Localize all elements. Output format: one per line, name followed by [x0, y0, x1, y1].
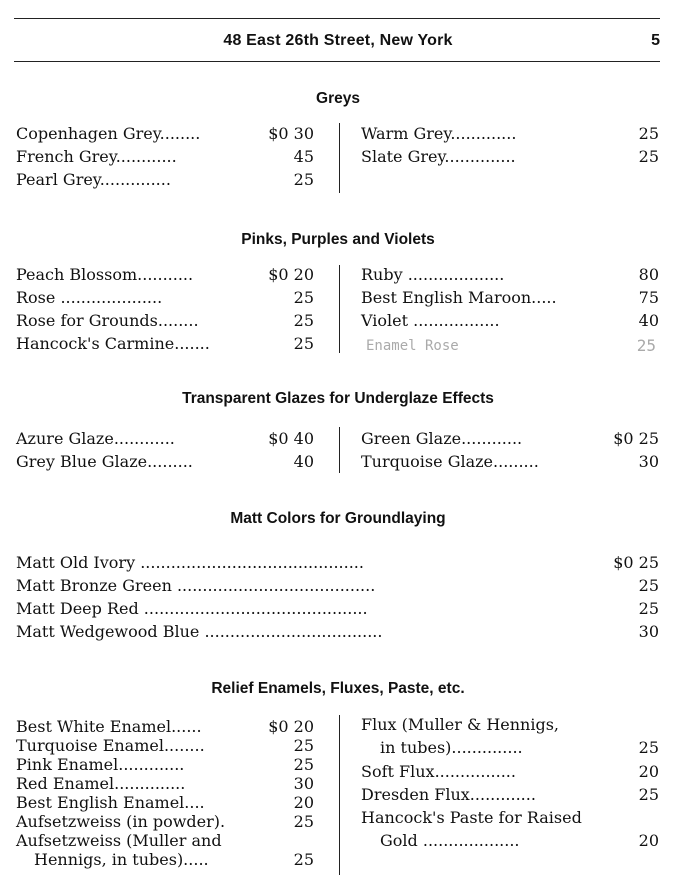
item-price: 30 — [293, 774, 314, 793]
item-name: Best White Enamel...... — [16, 717, 202, 736]
section-title-relief: Relief Enamels, Fluxes, Paste, etc. — [211, 680, 465, 697]
price-row — [361, 429, 659, 449]
item-name: Soft Flux................ — [361, 762, 516, 781]
item-price: $0 40 — [268, 429, 314, 448]
price-row — [380, 831, 659, 851]
column-divider — [339, 715, 340, 875]
item-price: 25 — [293, 311, 314, 330]
price-row — [366, 336, 656, 356]
item-name: Red Enamel.............. — [16, 774, 186, 793]
price-row — [16, 553, 659, 573]
price-row — [361, 265, 659, 285]
item-name: Slate Grey.............. — [361, 147, 516, 166]
price-row — [16, 265, 314, 285]
item-name: Aufsetzweiss (in powder). — [16, 812, 226, 831]
item-price: 25 — [293, 755, 314, 774]
section-title-glazes: Transparent Glazes for Underglaze Effects — [182, 390, 494, 407]
section-title-pinks: Pinks, Purples and Violets — [241, 231, 435, 248]
price-row — [16, 831, 314, 850]
item-price: 25 — [293, 736, 314, 755]
price-row — [16, 812, 314, 831]
item-name: Matt Deep Red ............................................ — [16, 599, 368, 618]
item-name: Hancock's Paste for Raised — [361, 808, 582, 827]
item-name: Turquoise Glaze......... — [361, 452, 539, 471]
item-price: 25 — [293, 288, 314, 307]
price-row — [380, 738, 659, 758]
item-name: Matt Old Ivory ............................................ — [16, 553, 364, 572]
price-row — [361, 311, 659, 331]
item-name: Rose for Grounds........ — [16, 311, 199, 330]
item-price: $0 20 — [268, 717, 314, 736]
item-price: 30 — [638, 622, 659, 641]
price-row — [16, 452, 314, 472]
item-price: 25 — [293, 850, 314, 869]
item-name: Matt Bronze Green ....................................... — [16, 576, 376, 595]
price-row — [16, 755, 314, 774]
price-row — [16, 736, 314, 755]
item-name: Grey Blue Glaze......... — [16, 452, 193, 471]
price-row — [361, 147, 659, 167]
item-price: 25 — [293, 812, 314, 831]
column-divider — [339, 427, 340, 473]
price-row — [361, 452, 659, 472]
price-row — [16, 147, 314, 167]
section-title-matt: Matt Colors for Groundlaying — [230, 510, 446, 527]
item-price: 20 — [293, 793, 314, 812]
column-divider — [339, 123, 340, 193]
price-row — [34, 850, 314, 869]
item-name: Best English Maroon..... — [361, 288, 557, 307]
item-name: Gold ................... — [380, 831, 520, 850]
item-name: in tubes).............. — [380, 738, 523, 757]
price-row — [16, 429, 314, 449]
item-name: French Grey............ — [16, 147, 177, 166]
item-price: 30 — [638, 452, 659, 471]
item-name: Flux (Muller & Hennigs, — [361, 715, 560, 734]
item-price: 25 — [638, 599, 659, 618]
item-name: Turquoise Enamel........ — [16, 736, 205, 755]
item-name: Rose .................... — [16, 288, 163, 307]
item-price: 25 — [293, 334, 314, 353]
item-price: 20 — [638, 762, 659, 781]
item-name: Azure Glaze............ — [16, 429, 175, 448]
item-name: Pink Enamel............. — [16, 755, 185, 774]
price-row — [16, 334, 314, 354]
item-name: Warm Grey............. — [361, 124, 517, 143]
top-rule — [14, 18, 660, 19]
price-row — [361, 762, 659, 782]
price-row — [16, 576, 659, 596]
item-price: $0 20 — [268, 265, 314, 284]
item-price: 25 — [638, 738, 659, 757]
price-row — [16, 622, 659, 642]
page-number: 5 — [651, 32, 660, 49]
item-price: 40 — [293, 452, 314, 471]
price-row — [16, 288, 314, 308]
item-name: Green Glaze............ — [361, 429, 523, 448]
price-row — [16, 599, 659, 619]
item-price: 25 — [638, 576, 659, 595]
item-price: $0 25 — [613, 553, 659, 572]
item-price: 20 — [638, 831, 659, 850]
item-name: Enamel Rose — [366, 338, 459, 354]
item-name: Dresden Flux............. — [361, 785, 536, 804]
item-name: Aufsetzweiss (Muller and — [16, 831, 222, 850]
item-name: Best English Enamel.... — [16, 793, 205, 812]
price-row — [16, 311, 314, 331]
price-row — [16, 774, 314, 793]
item-price: 40 — [638, 311, 659, 330]
price-row — [361, 808, 659, 828]
header-rule — [14, 61, 660, 62]
price-row — [361, 124, 659, 144]
item-name: Hennigs, in tubes)..... — [34, 850, 209, 869]
item-price: 80 — [638, 265, 659, 284]
price-row — [16, 124, 314, 144]
item-name: Copenhagen Grey........ — [16, 124, 201, 143]
price-row — [16, 170, 314, 190]
price-row — [361, 288, 659, 308]
price-row — [361, 715, 659, 735]
item-price: 25 — [638, 147, 659, 166]
item-name: Pearl Grey.............. — [16, 170, 171, 189]
item-price: $0 30 — [268, 124, 314, 143]
item-price: $0 25 — [613, 429, 659, 448]
item-name: Hancock's Carmine....... — [16, 334, 210, 353]
section-title-greys: Greys — [316, 90, 360, 107]
price-row — [16, 717, 314, 736]
item-name: Peach Blossom........... — [16, 265, 194, 284]
price-row — [361, 785, 659, 805]
item-name: Violet ................. — [361, 311, 500, 330]
item-price: 25 — [293, 170, 314, 189]
item-price: 75 — [638, 288, 659, 307]
item-price: 25 — [638, 124, 659, 143]
item-name: Ruby ................... — [361, 265, 505, 284]
header-address: 48 East 26th Street, New York — [223, 32, 453, 49]
item-price: 25 — [636, 336, 656, 355]
price-row — [16, 793, 314, 812]
item-price: 25 — [638, 785, 659, 804]
item-price: 45 — [293, 147, 314, 166]
item-name: Matt Wedgewood Blue ................................... — [16, 622, 383, 641]
column-divider — [339, 265, 340, 353]
